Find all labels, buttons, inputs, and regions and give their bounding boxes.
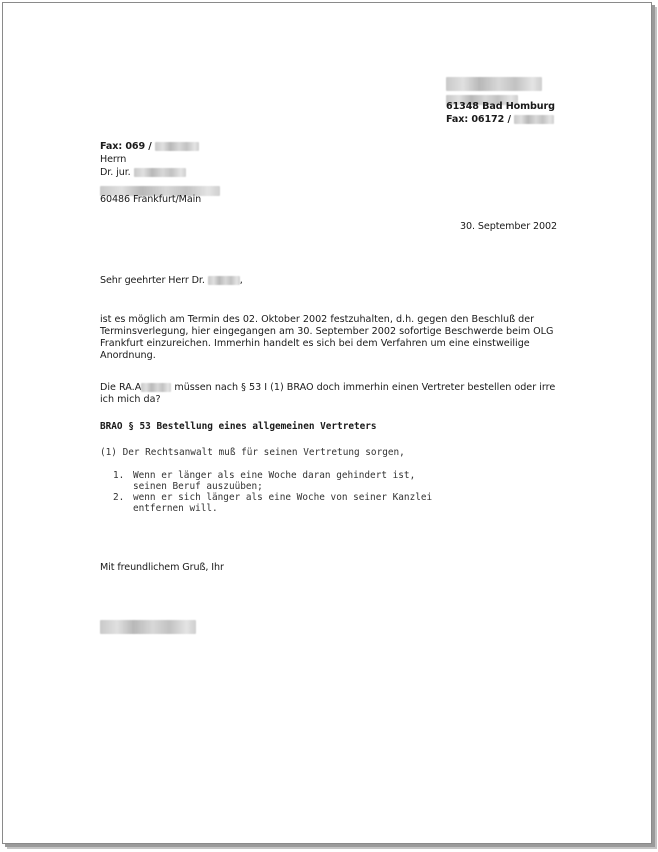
law-firm-name-redacted	[141, 383, 171, 392]
sender-fax-number-redacted	[514, 115, 554, 124]
paragraph-line: Anordnung.	[100, 350, 156, 361]
sender-fax	[446, 114, 554, 126]
recipient-salutation: Herrn	[100, 154, 127, 165]
recipient-title: Dr. jur.	[100, 167, 131, 178]
paragraph-line: Terminsverlegung, hier eingegangen am 30. September 2002 sofortige Beschwerde beim OLG	[100, 326, 554, 337]
recipient-fax-label: Fax: 069 /	[100, 141, 152, 152]
recipient-city: 60486 Frankfurt/Main	[100, 194, 202, 205]
list-item-line: Wenn er länger als eine Woche daran gehindert ist,	[133, 470, 416, 481]
greeting-name-redacted	[208, 276, 240, 285]
list-item-line: entfernen will.	[133, 503, 218, 514]
signature-redacted	[100, 616, 196, 635]
closing: Mit freundlichem Gruß, Ihr	[100, 562, 224, 573]
letter-date: 30. September 2002	[460, 221, 557, 232]
recipient-fax	[100, 141, 199, 153]
paragraph-line: Frankfurt einzureichen. Immerhin handelt es sich bei dem Verfahren um eine einstweilige	[100, 338, 530, 349]
paragraph-question	[100, 382, 570, 406]
law-heading: BRAO § 53 Bestellung eines allgemeinen Vertreters	[100, 421, 377, 432]
greeting-text: Sehr geehrter Herr Dr.	[100, 275, 205, 286]
greeting	[100, 275, 243, 287]
sender-city: 61348 Bad Homburg	[446, 101, 555, 112]
recipient-name	[100, 167, 186, 179]
list-item-line: wenn er sich länger als eine Woche von seiner Kanzlei	[133, 492, 433, 503]
paragraph-line: ich mich da?	[100, 394, 161, 405]
greeting-comma: ,	[239, 275, 243, 286]
paragraph-line	[100, 382, 570, 394]
recipient-fax-number-redacted	[155, 142, 199, 151]
list-item-number: 2.	[113, 492, 125, 503]
paragraph-prefix: Die RA.A	[100, 382, 142, 393]
list-item-line: seinen Beruf auszuüben;	[133, 481, 263, 492]
list-item-number: 1.	[113, 470, 125, 481]
list-item	[113, 492, 432, 514]
list-item	[113, 470, 432, 492]
law-item-list	[113, 470, 432, 514]
paragraph-line: ist es möglich am Termin des 02. Oktober 2002 festzuhalten, d.h. gegen den Beschluß der	[100, 314, 535, 325]
law-clause: (1) Der Rechtsanwalt muß für seinen Vertretung sorgen,	[100, 447, 405, 458]
paragraph-request	[100, 314, 570, 362]
sender-fax-label: Fax: 06172 /	[446, 114, 511, 125]
recipient-name-redacted	[134, 168, 186, 177]
paragraph-rest: müssen nach § 53 I (1) BRAO doch immerhin einen Vertreter bestellen oder irre	[174, 382, 556, 393]
letter-page	[2, 2, 652, 844]
